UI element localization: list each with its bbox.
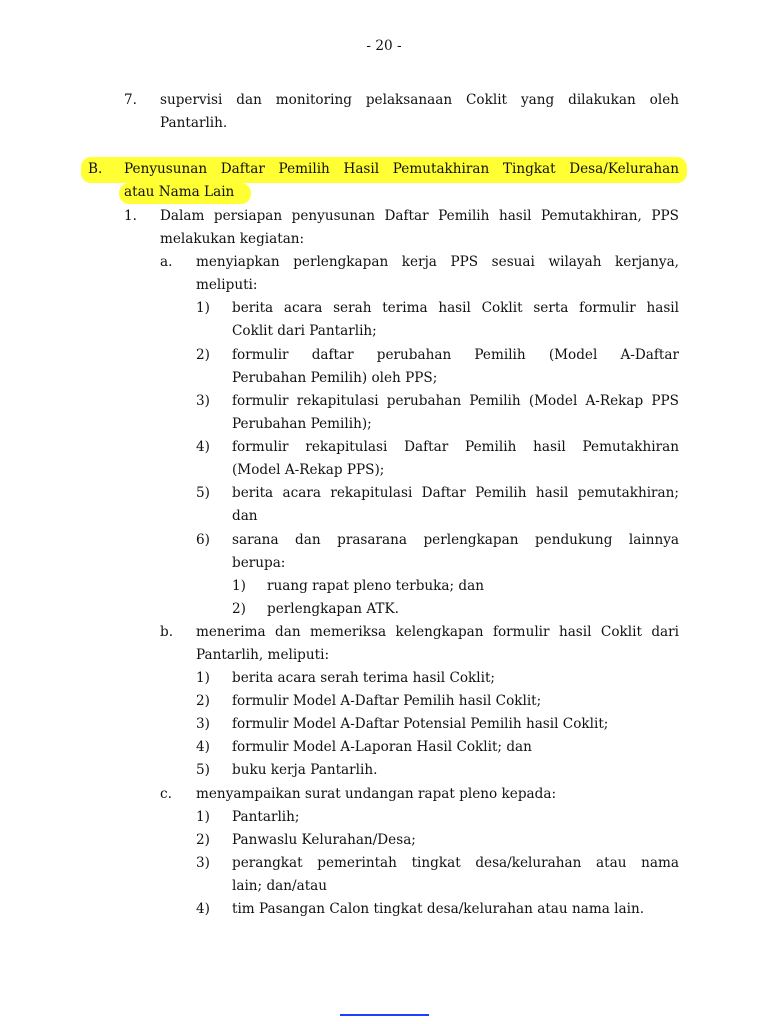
c-item-text: Pantarlih; [232,809,300,825]
a-item-number: 2) [196,347,210,363]
a-item-line2: dan [232,508,258,524]
footer-line [340,1014,429,1016]
a-item-line1: formulir rekapitulasi perubahan Pemilih (Model A-Rekap PPS [232,393,679,409]
a-item-line2: Perubahan Pemilih) oleh PPS; [232,370,438,386]
c-item-text: perangkat pemerintah tingkat desa/kelurahan atau nama [232,855,679,871]
a-item-line2: Coklit dari Pantarlih; [232,323,377,339]
b-item-text: formulir Model A-Daftar Pemilih hasil Coklit; [232,693,542,709]
b-item-text: berita acara serah terima hasil Coklit; [232,670,496,686]
c-letter: c. [160,786,172,802]
a-item-line1: berita acara rekapitulasi Daftar Pemilih hasil pemutakhiran; [232,485,679,501]
b-item-text: formulir Model A-Laporan Hasil Coklit; dan [232,739,532,755]
a-text-line2: meliputi: [196,277,258,293]
b-item-text: buku kerja Pantarlih. [232,762,378,778]
item7-number: 7. [124,92,137,108]
c-item-number: 2) [196,832,210,848]
a6-subitem-number: 1) [232,578,246,594]
a-item-number: 6) [196,532,210,548]
section-b-letter: B. [88,161,103,177]
c-item-number: 3) [196,855,210,871]
b-item-number: 5) [196,762,210,778]
b-letter: b. [160,624,174,640]
a-item-number: 4) [196,439,210,455]
page-number: - 20 - [366,38,402,54]
a-letter: a. [160,254,173,270]
b-item-number: 3) [196,716,210,732]
item1-text-line1: Dalam persiapan penyusunan Daftar Pemilih hasil Pemutakhiran, PPS [160,208,679,224]
a-item-line1: formulir daftar perubahan Pemilih (Model A-Daftar [232,347,679,363]
a6-subitem-number: 2) [232,601,246,617]
a-item-number: 3) [196,393,210,409]
a-item-line1: formulir rekapitulasi Daftar Pemilih hasil Pemutakhiran [232,439,679,455]
a-item-line2: Perubahan Pemilih); [232,416,372,432]
c-text-line1: menyampaikan surat undangan rapat pleno kepada: [196,786,557,802]
c-item-number: 1) [196,809,210,825]
a-item-number: 5) [196,485,210,501]
a6-subitem-text: perlengkapan ATK. [267,601,399,617]
b-text-line2: Pantarlih, meliputi: [196,647,330,663]
a-text-line1: menyiapkan perlengkapan kerja PPS sesuai wilayah kerjanya, [196,254,679,270]
item7-text-line2: Pantarlih. [160,115,228,131]
b-item-number: 4) [196,739,210,755]
a-item-line2: berupa: [232,555,286,571]
section-b-title-line1: Penyusunan Daftar Pemilih Hasil Pemutakhiran Tingkat Desa/Kelurahan [124,161,679,177]
b-item-text: formulir Model A-Daftar Potensial Pemilih hasil Coklit; [232,716,609,732]
b-item-number: 1) [196,670,210,686]
a6-subitem-text: ruang rapat pleno terbuka; dan [267,578,484,594]
c-item-text: tim Pasangan Calon tingkat desa/kelurahan atau nama lain. [232,901,645,917]
c-item-number: 4) [196,901,210,917]
a-item-line1: berita acara serah terima hasil Coklit serta formulir hasil [232,300,679,316]
b-item-number: 2) [196,693,210,709]
section-b-title-line2: atau Nama Lain [124,184,235,200]
a-item-line2: (Model A-Rekap PPS); [232,462,385,478]
a-item-line1: sarana dan prasarana perlengkapan pendukung lainnya [232,532,679,548]
item1-text-line2: melakukan kegiatan: [160,231,305,247]
c-item-text: Panwaslu Kelurahan/Desa; [232,832,416,848]
item1-number: 1. [124,208,137,224]
b-text-line1: menerima dan memeriksa kelengkapan formulir hasil Coklit dari [196,624,679,640]
a-item-number: 1) [196,300,210,316]
item7-text-line1: supervisi dan monitoring pelaksanaan Coklit yang dilakukan oleh [160,92,679,108]
c-item-text-line2: lain; dan/atau [232,878,328,894]
